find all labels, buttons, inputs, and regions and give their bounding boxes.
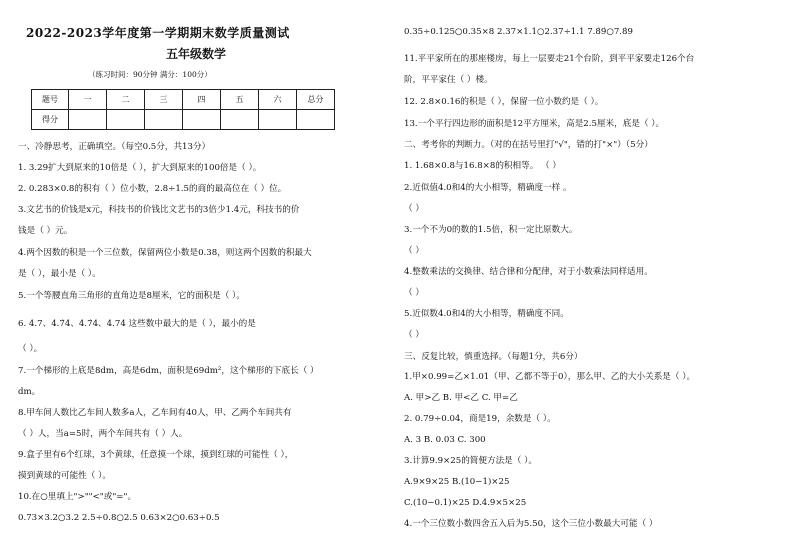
score-cell[interactable] (221, 110, 259, 130)
score-header-cell: 题号 (32, 90, 69, 110)
exam-title: 2022-2023学年度第一学期期末数学质量测试 (26, 26, 290, 40)
left-line: 钱是（ ）元。 (18, 226, 73, 236)
left-line: 2. 0.283×0.8的积有（ ）位小数，2.8÷1.5的商的最高位在（ ）位。 (18, 184, 287, 194)
right-line: 3.计算9.9×25的简便方法是（ ）。 (404, 456, 537, 466)
left-line: 10.在○里填上">""<"或"="。 (18, 492, 137, 502)
score-header-cell: 五 (221, 90, 259, 110)
left-line: 4.两个因数的积是一个三位数，保留两位小数是0.38，则这两个因数的积最大 (18, 248, 312, 258)
right-line: 阶，平平家住（ ）楼。 (404, 75, 493, 85)
score-header-cell: 总分 (297, 90, 335, 110)
left-line: （ ）人，当a=5时，两个车间共有（ ）人。 (18, 429, 188, 439)
right-line: （ ） (404, 204, 424, 214)
left-line: 8.甲车间人数比乙车间人数多a人，乙车间有40人，甲、乙两个车间共有 (18, 408, 292, 418)
right-line: A.9×9×25 B.(10−1)×25 (404, 477, 510, 487)
left-line: 1. 3.29扩大到原来的10倍是（ ），扩大到原来的100倍是（ ）。 (18, 163, 262, 173)
right-line: 二、考考你的判断力。（对的在括号里打"√"，错的打"×"）（5分） (404, 140, 653, 150)
right-line: 1. 1.68×0.8与16.8×8的积相等。 （ ） (404, 161, 561, 171)
score-header-cell: 四 (183, 90, 221, 110)
left-line: 是（ ），最小是（ ）。 (18, 269, 101, 279)
right-line: C.(10−0.1)×25 D.4.9×5×25 (404, 498, 527, 508)
left-line: dm。 (18, 387, 41, 397)
score-row-label: 得分 (32, 110, 69, 130)
right-line: （ ） (404, 288, 424, 298)
right-line: 1.甲×0.99=乙×1.01（甲、乙都不等于0），那么甲、乙的大小关系是（ ）。 (404, 372, 696, 382)
score-cell[interactable] (107, 110, 145, 130)
left-line: （ ）。 (18, 344, 43, 354)
right-line: 13.一个平行四边形的面积是12平方厘米，高是2.5厘米，底是（ ）。 (404, 119, 665, 129)
left-line: 9.盒子里有6个红球，3个黄球，任意摸一个球，摸到红球的可能性（ ）， (18, 450, 294, 460)
right-line: （ ） (404, 330, 424, 340)
score-table (31, 89, 335, 130)
score-cell[interactable] (145, 110, 183, 130)
right-line: 2.近似值4.0和4的大小相等，精确度一样 。 (404, 183, 572, 193)
score-cell[interactable] (183, 110, 221, 130)
score-table-header-row (32, 90, 335, 110)
score-cell[interactable] (297, 110, 335, 130)
score-header-cell: 三 (145, 90, 183, 110)
left-line: 摸到黄球的可能性（ ）。 (18, 471, 111, 481)
score-table-score-row (32, 110, 335, 130)
right-line: 5.近似数4.0和4的大小相等，精确度不同。 (404, 309, 569, 319)
left-line: 3.文艺书的价钱是x元，科技书的价钱比文艺书的3倍少1.4元，科技书的价 (18, 205, 300, 215)
left-line: 5.一个等腰直角三角形的直角边是8厘米，它的面积是（ ）。 (18, 291, 245, 301)
left-line: 一、冷静思考，正确填空。（每空0.5分，共13分） (18, 142, 211, 152)
right-line: 4.一个三位数小数四舍五入后为5.50，这个三位小数最大可能（ ） (404, 519, 658, 529)
exam-info: （练习时间：90分钟 满分：100分） (88, 70, 212, 79)
left-line: 7.一个梯形的上底是8dm，高是6dm，面积是69dm²，这个梯形的下底长（ ） (18, 366, 319, 376)
right-line: 12. 2.8×0.16的积是（ ），保留一位小数约是（ ）。 (404, 97, 604, 107)
right-line: （ ） (404, 246, 424, 256)
right-line: A. 甲>乙 B. 甲<乙 C. 甲=乙 (404, 393, 518, 403)
score-cell[interactable] (259, 110, 297, 130)
right-line: 2. 0.79÷0.04，商是19，余数是（ ）。 (404, 414, 556, 424)
subject-title: 五年级数学 (166, 47, 227, 61)
score-header-cell: 六 (259, 90, 297, 110)
right-line: 三、反复比较，慎重选择。（每题1分，共6分） (404, 352, 583, 362)
right-line: 0.35÷0.125○0.35×8 2.37×1.1○2.37÷1.1 7.8̇9̇○7.8̇9 (404, 27, 633, 37)
left-line: 0.73×3.2○3.2 2.5÷0.8○2.5 0.63×2○0.63÷0.5 (18, 513, 220, 523)
right-line: 4.整数乘法的交换律、结合律和分配律，对于小数乘法同样适用。 (404, 267, 653, 277)
right-line: A. 3 B. 0.03 C. 300 (404, 435, 486, 445)
right-line: 3.一个不为0的数的1.5倍，积一定比原数大。 (404, 225, 578, 235)
score-header-cell: 二 (107, 90, 145, 110)
left-line: 6. 4.7、4.7̇4̇、4.7̇4、4.74 这些数中最大的是（ ），最小的是 (18, 319, 256, 329)
score-header-cell: 一 (69, 90, 107, 110)
right-line: 11.平平家所在的那座楼房，每上一层要走21个台阶，到平平家要走126个台 (404, 54, 695, 64)
score-cell[interactable] (69, 110, 107, 130)
